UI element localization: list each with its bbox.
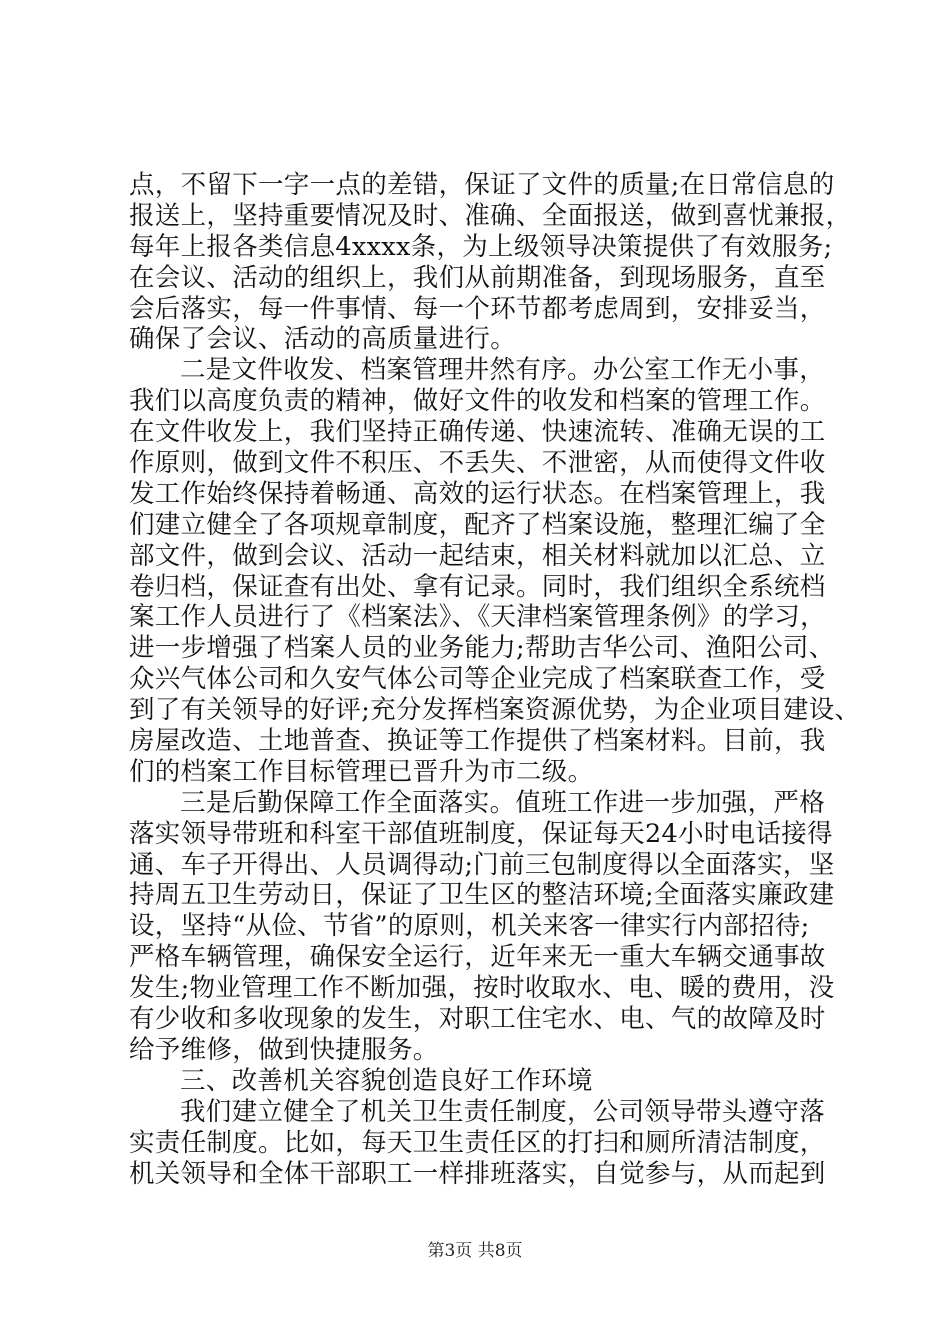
text-line: 进一步增强了档案人员的业务能力;帮助吉华公司、渔阳公司、 [129, 633, 835, 664]
text-line: 我们以高度负责的精神，做好文件的收发和档案的管理工作。 [129, 386, 826, 417]
text-line: 部文件，做到会议、活动一起结束，相关材料就加以汇总、立 [129, 540, 826, 571]
text-line: 落实领导带班和科室干部值班制度，保证每天24小时电话接得 [129, 818, 833, 849]
text-line: 点，不留下一字一点的差错，保证了文件的质量;在日常信息的 [129, 170, 835, 200]
text-line: 们建立健全了各项规章制度，配齐了档案设施，整理汇编了全 [129, 509, 826, 540]
text-line: 们的档案工作目标管理已晋升为市二级。 [129, 756, 594, 787]
text-line: 严格车辆管理，确保安全运行，近年来无一重大车辆交通事故 [129, 942, 826, 973]
text-line: 每年上报各类信息4xxxx条，为上级领导决策提供了有效服务; [129, 231, 833, 262]
text-line: 设，坚持“从俭、节省”的原则，机关来客一律实行内部招待; [129, 911, 810, 942]
text-line: 有少收和多收现象的发生，对职工住宅水、电、气的故障及时 [129, 1004, 826, 1035]
text-line: 机关领导和全体干部职工一样排班落实，自觉参与，从而起到 [129, 1158, 826, 1189]
text-line: 在会议、活动的组织上，我们从前期准备，到现场服务，直至 [129, 262, 826, 293]
text-line: 到了有关领导的好评;充分发挥档案资源优势，为企业项目建设、 [129, 695, 861, 726]
text-line: 作原则，做到文件不积压、不丢失、不泄密，从而使得文件收 [129, 448, 826, 479]
body-text [129, 170, 861, 1189]
text-line: 三是后勤保障工作全面落实。值班工作进一步加强，严格 [180, 787, 826, 818]
text-line: 通、车子开得出、人员调得动;门前三包制度得以全面落实，坚 [129, 849, 835, 880]
text-line: 在文件收发上，我们坚持正确传递、快速流转、准确无误的工 [129, 417, 826, 448]
text-line: 确保了会议、活动的高质量进行。 [129, 324, 517, 355]
text-line: 三、改善机关容貌创造良好工作环境 [180, 1065, 593, 1096]
page-footer: 第3页 共8页 [427, 1241, 523, 1261]
text-line: 实责任制度。比如，每天卫生责任区的打扫和厕所清洁制度， [129, 1127, 826, 1158]
text-line: 发工作始终保持着畅通、高效的运行状态。在档案管理上，我 [129, 478, 826, 509]
text-line: 报送上，坚持重要情况及时、准确、全面报送，做到喜忧兼报， [129, 200, 852, 231]
text-line: 众兴气体公司和久安气体公司等企业完成了档案联查工作，受 [129, 664, 826, 695]
text-line: 卷归档，保证查有出处、拿有记录。同时，我们组织全系统档 [129, 571, 826, 602]
text-line: 会后落实，每一件事情、每一个环节都考虑周到，安排妥当， [129, 293, 826, 324]
text-line: 我们建立健全了机关卫生责任制度，公司领导带头遵守落 [180, 1096, 826, 1127]
text-line: 二是文件收发、档案管理井然有序。办公室工作无小事， [180, 355, 826, 386]
text-line: 发生;物业管理工作不断加强，按时收取水、电、暖的费用，没 [129, 973, 835, 1004]
text-line: 持周五卫生劳动日，保证了卫生区的整洁环境;全面落实廉政建 [129, 880, 835, 911]
text-line: 房屋改造、土地普查、换证等工作提供了档案材料。目前，我 [129, 726, 826, 757]
text-line: 案工作人员进行了《档案法》、《天津档案管理条例》的学习， [129, 602, 826, 633]
text-line: 给予维修，做到快捷服务。 [129, 1034, 439, 1065]
